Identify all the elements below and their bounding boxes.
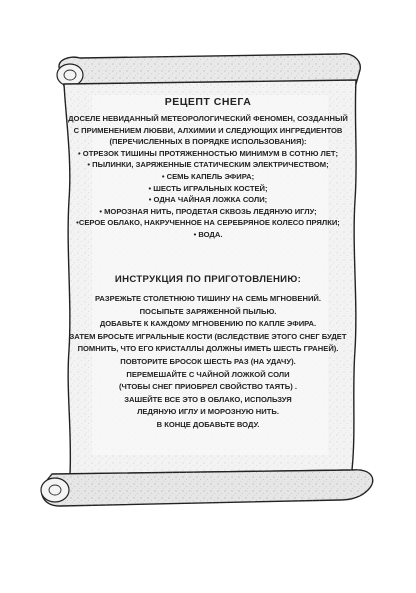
instruction-lines (52, 293, 364, 432)
ingredient-item: • МОРОЗНАЯ НИТЬ, ПРОДЕТАЯ СКВОЗЬ ЛЕДЯНУЮ ИГЛУ; (99, 206, 317, 216)
instruction-line: ПЕРЕМЕШАЙТЕ С ЧАЙНОЙ ЛОЖКОЙ СОЛИ (126, 369, 290, 379)
ingredient-item: • ПЫЛИНКИ, ЗАРЯЖЕННЫЕ СТАТИЧЕСКИМ ЭЛЕКТРИЧЕСТВОМ; (87, 160, 329, 170)
recipe-line: С ПРИМЕНЕНИЕМ ЛЮБВИ, АЛХИМИИ И СЛЕДУЮЩИХ ИНГРЕДИЕНТОВ (73, 125, 343, 135)
instruction-line: РАЗРЕЖЬТЕ СТОЛЕТНЮЮ ТИШИНУ НА СЕМЬ МГНОВЕНИЙ. (95, 294, 321, 303)
instruction-line: ПОСЫПЬТЕ ЗАРЯЖЕННОЙ ПЫЛЬЮ. (139, 306, 277, 316)
ingredient-item: • ШЕСТЬ ИГРАЛЬНЫХ КОСТЕЙ; (148, 183, 268, 193)
instruction-line: ПОМНИТЬ, ЧТО ЕГО КРИСТАЛЛЫ ДОЛЖНЫ ИМЕТЬ ШЕСТЬ ГРАНЕЙ). (77, 344, 339, 354)
recipe-title: РЕЦЕПТ СНЕГА (164, 96, 252, 108)
instruction-line: ЗАТЕМ БРОСЬТЕ ИГРАЛЬНЫЕ КОСТИ (ВСЛЕДСТВИЕ ЭТОГО СНЕГ БУДЕТ (69, 331, 347, 341)
bottom-roll (41, 470, 373, 506)
instruction-line: (ЧТОБЫ СНЕГ ПРИОБРЕЛ СВОЙСТВО ТАЯТЬ) . (119, 382, 297, 392)
instruction-line: ПОВТОРИТЕ БРОСОК ШЕСТЬ РАЗ (НА УДАЧУ). (120, 356, 296, 366)
instruction-line: ДОБАВЬТЕ К КАЖДОМУ МГНОВЕНИЮ ПО КАПЛЕ ЭФИРА. (99, 319, 317, 329)
ingredient-item: •СЕРОЕ ОБЛАКО, НАКРУЧЕННОЕ НА СЕРЕБРЯНОЕ КОЛЕСО ПРЯЛКИ; (76, 218, 340, 228)
recipe-line: (ПЕРЕЧИСЛЕННЫХ В ПОРЯДКЕ ИСПОЛЬЗОВАНИЯ): (109, 137, 307, 147)
instruction-line: ЗАШЕЙТЕ ВСЕ ЭТО В ОБЛАКО, ИСПОЛЬЗУЯ (124, 394, 292, 404)
ingredient-item: • СЕМЬ КАПЕЛЬ ЭФИРА; (161, 171, 255, 181)
ingredient-item: • ВОДА. (193, 229, 223, 239)
instruction-line: В КОНЦЕ ДОБАВЬТЕ ВОДУ. (156, 419, 260, 429)
instruction-line: ЛЕДЯНУЮ ИГЛУ И МОРОЗНУЮ НИТЬ. (137, 407, 279, 417)
ingredient-item: • ОДНА ЧАЙНАЯ ЛОЖКА СОЛИ; (148, 195, 268, 205)
recipe-line: ДОСЕЛЕ НЕВИДАННЫЙ МЕТЕОРОЛОГИЧЕСКИЙ ФЕНОМЕН, СОЗДАННЫЙ (68, 114, 348, 123)
ingredient-item: • ОТРЕЗОК ТИШИНЫ ПРОТЯЖЕННОСТЬЮ МИНИМУМ В СОТНЮ ЛЕТ; (78, 148, 338, 158)
instructions-title: ИНСТРУКЦИЯ ПО ПРИГОТОВЛЕНИЮ: (114, 274, 302, 285)
recipe-lines (52, 113, 364, 241)
